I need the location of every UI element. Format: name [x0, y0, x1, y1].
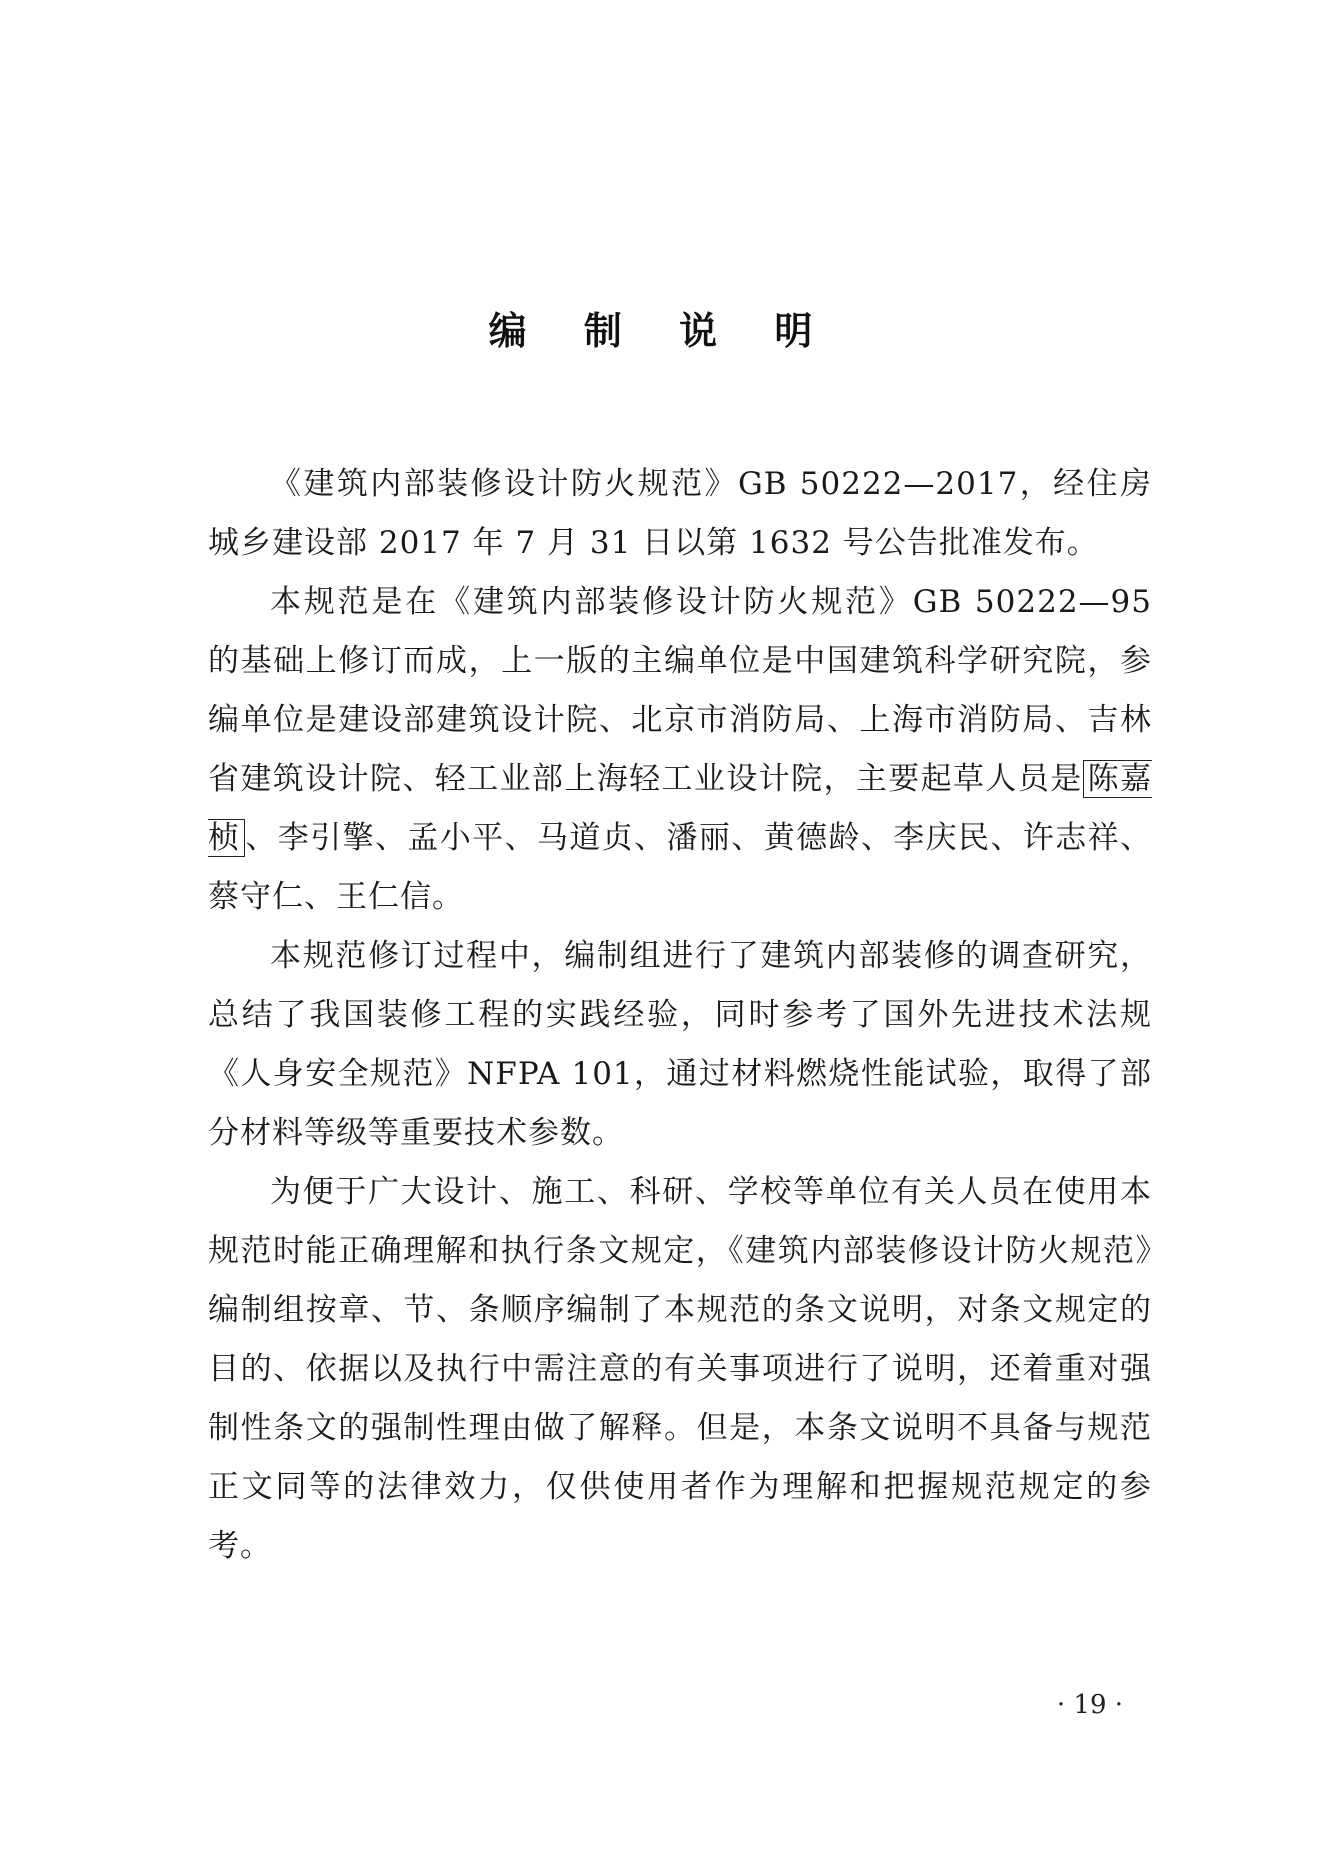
paragraph-research: 本规范修订过程中，编制组进行了建筑内部装修的调查研究，总结了我国装修工程的实践经验，同时参考了国外先进技术法规《人身安全规范》NFPA 101，通过材料燃烧性能试验，取得了部分材料等级等重要技术参数。 [208, 938, 1152, 1151]
paragraph-usage-note: 为便于广大设计、施工、科研、学校等单位有关人员在使用本规范时能正确理解和执行条文规定，《建筑内部装修设计防火规范》编制组按章、节、条顺序编制了本规范的条文说明，对条文规定的目的、依据以及执行中需注意的有关事项进行了说明，还着重对强制性条文的强制性理由做了解释。但是，本条文说明不具备与规范正文同等的法律效力，仅供使用者作为理解和把握规范规定的参考。 [208, 1174, 1152, 1564]
boxed-name: 陈嘉桢 [208, 761, 1153, 856]
revision-text-before: 本规范是在《建筑内部装修设计防火规范》GB 50222—95 的基础上修订而成，上一版的主编单位是中国建筑科学研究院，参编单位是建设部建筑设计院、北京市消防局、上海市消防局、吉林省建筑设计院、轻工业部上海轻工业设计院，主要起草人员是 [208, 584, 1152, 797]
body-text [208, 455, 1152, 1576]
page-number: · 19 · [1056, 1690, 1124, 1720]
paragraph-approval: 《建筑内部装修设计防火规范》GB 50222—2017，经住房城乡建设部 2017 年 7 月 31 日以第 1632 号公告批准发布。 [208, 466, 1152, 561]
page-title: 编 制 说 明 [488, 309, 835, 353]
paragraph-revision-history [208, 573, 1152, 927]
revision-text-after: 、李引擎、孟小平、马道贞、潘丽、黄德龄、李庆民、许志祥、蔡守仁、王仁信。 [208, 820, 1153, 915]
